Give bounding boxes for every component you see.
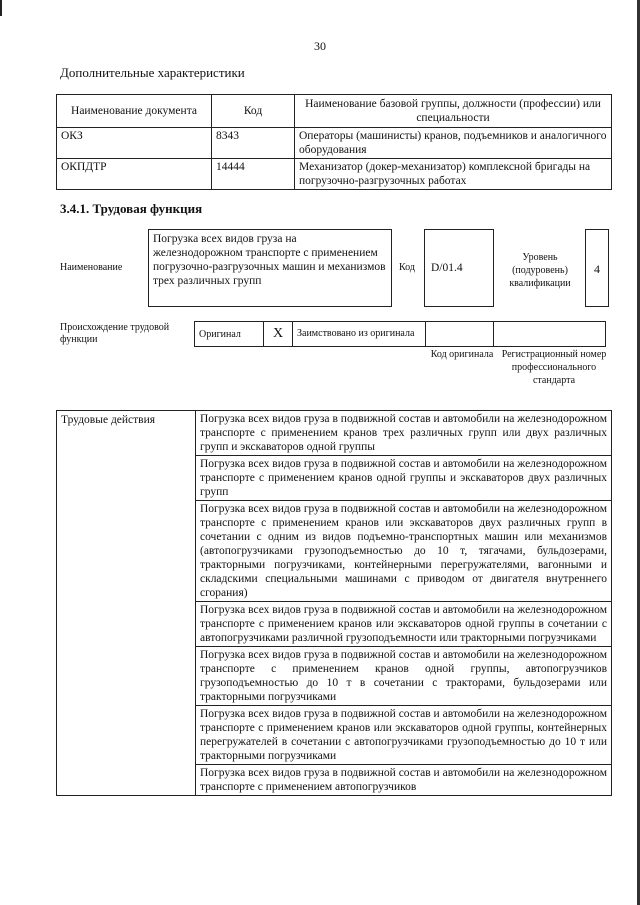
cell-code: 8343 bbox=[212, 128, 295, 159]
labor-action-item: Погрузка всех видов груза в подвижной состав и автомобили на железнодорожном транспорте с применением кранов одной группы, автопогрузчиков грузоподъемностью до 10 т в сочетании с тракторами, бульдозерами или тракторными погрузчиками bbox=[196, 647, 612, 706]
original-mark: X bbox=[264, 322, 293, 347]
function-origin-label: Происхождение трудовой функции bbox=[60, 322, 170, 345]
header-group-name: Наименование базовой группы, должности (профессии) или специальности bbox=[295, 95, 612, 128]
labor-action-item: Погрузка всех видов груза в подвижной состав и автомобили на железнодорожном транспорте с применением кранов трех различных групп или двух различных групп и экскаваторов одной группы bbox=[196, 411, 612, 456]
borrowed-label: Заимствовано из оригинала bbox=[293, 322, 426, 347]
function-name-label: Наименование bbox=[60, 262, 123, 273]
function-code-box: D/01.4 bbox=[424, 229, 494, 307]
cell-code: 14444 bbox=[212, 159, 295, 190]
labor-action-item: Погрузка всех видов груза в подвижной состав и автомобили на железнодорожном транспорте с применением автопогрузчиков bbox=[196, 765, 612, 796]
table-row bbox=[57, 128, 612, 159]
scan-edge-left bbox=[0, 0, 2, 16]
reg-number-cell bbox=[494, 322, 606, 347]
labor-action-item: Погрузка всех видов груза в подвижной состав и автомобили на железнодорожном транспорте с применением кранов или экскаваторов двух различных групп в сочетании с одним из видов подъемно-транспортных машин или механизмов (автопогрузчиками грузоподъемностью до 10 т, тягачами, бульдозерами, тракторными погрузчиками, контейнерными перегружателями, вагонными и складскими специальными машинами с приводом от двигателя внутреннего сгорания) bbox=[196, 501, 612, 602]
cell-document: ОКПДТР bbox=[57, 159, 212, 190]
labor-action-item: Погрузка всех видов груза в подвижной состав и автомобили на железнодорожном транспорте с применением кранов или экскаваторов одной группы в сочетании с автопогрузчиками различной грузоподъемности или тракторными погрузчиками bbox=[196, 602, 612, 647]
header-document-name: Наименование документа bbox=[57, 95, 212, 128]
cell-group: Операторы (машинисты) кранов, подъемников и аналогичного оборудования bbox=[295, 128, 612, 159]
header-code: Код bbox=[212, 95, 295, 128]
code-original-cell bbox=[426, 322, 494, 347]
cell-group: Механизатор (докер-механизатор) комплексной бригады на погрузочно-разгрузочных работах bbox=[295, 159, 612, 190]
labor-actions-table bbox=[56, 410, 612, 796]
labor-action-item: Погрузка всех видов груза в подвижной состав и автомобили на железнодорожном транспорте с применением кранов одной группы и экскаваторов двух различных групп bbox=[196, 456, 612, 501]
qualification-level-box: 4 bbox=[585, 229, 609, 307]
table-row bbox=[57, 159, 612, 190]
original-label: Оригинал bbox=[195, 322, 264, 347]
labor-function-heading: 3.4.1. Трудовая функция bbox=[60, 201, 203, 216]
function-code-label: Код bbox=[399, 262, 415, 273]
page-number: 30 bbox=[314, 39, 326, 53]
additional-characteristics-title: Дополнительные характеристики bbox=[60, 65, 245, 80]
code-original-caption: Код оригинала bbox=[430, 349, 494, 360]
table-row bbox=[57, 411, 612, 456]
function-name-box: Погрузка всех видов груза на железнодорожном транспорте с применением погрузочно-разгрузочных машин и механизмов трех различных групп bbox=[148, 229, 392, 307]
cell-document: ОКЗ bbox=[57, 128, 212, 159]
labor-actions-label: Трудовые действия bbox=[57, 411, 196, 796]
labor-action-item: Погрузка всех видов груза в подвижной состав и автомобили на железнодорожном транспорте с применением кранов или экскаваторов одной группы, контейнерных перегружателей в сочетании с автопогрузчиками грузоподъемностью до 10 т или тракторными погрузчиками bbox=[196, 706, 612, 765]
characteristics-table bbox=[56, 94, 612, 190]
reg-number-caption: Регистрационный номер профессионального стандарта bbox=[501, 349, 607, 386]
origin-table bbox=[194, 321, 606, 347]
table-header-row bbox=[57, 95, 612, 128]
qualification-level-label: Уровень (подуровень) квалификации bbox=[509, 252, 571, 289]
